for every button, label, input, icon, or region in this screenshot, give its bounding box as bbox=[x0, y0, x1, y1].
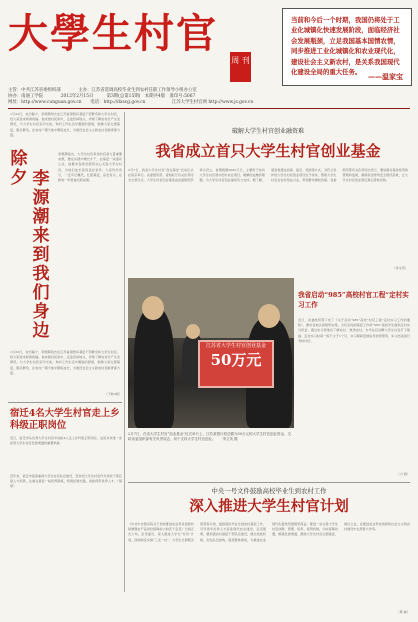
headline-char: 除 bbox=[10, 149, 28, 169]
quote-author: ——温家宝 bbox=[368, 72, 403, 81]
donation-board-amount: 50万元 bbox=[210, 351, 262, 369]
bottom-body: 《中共中央国务院关于加快推进农业科技创新持续增强农产品供给保障能力的若干意见》日前正式公布。意见提出，深入推进大学生“村官”计划，因地制宜实施“三支一扶”、大学生志愿服务西部等计划，鼓励高校毕业生到农村基层工作，引导更多优秀人才投身现代农业建设。意见强调，要加强农村基层干部队伍建设，健全选拔机制，优化队伍结构，提高整体素质，为推进农业现代化提供坚强组织保证。要进一步完善大学生村官选聘、管理、培养、使用机制，切实保障待遇，畅通发展渠道，激励大学生村官扎根基层、建功立业，在推进农业科技创新和社会主义新农村建设中发挥更大作用。 bbox=[128, 522, 410, 542]
photo-face bbox=[186, 324, 200, 339]
left-divider bbox=[8, 402, 122, 403]
left-headline bbox=[8, 150, 54, 350]
photo-person bbox=[134, 308, 174, 428]
quote-text: 当前和今后一个时期，我国仍将处于工业化城镇化快速发展阶段，面临经济社会发展瓶颈，立足我国基本国情农情，同步推进工业化城镇化和农业现代化，建设社会主义新农村，是关系我国现代化建设全局的重大任务。 bbox=[291, 16, 400, 77]
left-body-more: 1月22日，农历除夕，李源潮同志在江苏看望慰问基层干部群众和大学生村官，给大家送来新春祝福。他来到村民家中，走进田间地头，详细了解农村生产生活情况，与大学生村官亲切交谈，询问工作生活中遇到的困难，勉励大家扎根基层，服务群众，在农村广阔天地中锻炼成长，为建设社会主义新农村贡献青春力量。 bbox=[10, 350, 120, 375]
photo-caption: 2月7日，在省大学生村官“创业基金”仪式举行上，江苏某银行将总额为50万元的大学生村官创业资金，交给省委组织部有关负责同志，用于支持大学生村官创业。 李文英 摄 bbox=[128, 432, 291, 442]
headline-char: 边 bbox=[32, 321, 50, 341]
headline-char: 们 bbox=[32, 283, 50, 303]
bottom-body-footer: （陈 峰） bbox=[396, 610, 410, 614]
headline-char: 源 bbox=[32, 188, 50, 208]
right-body: 近日，省委组织部下发了《关于启动“985”高校“村官工程”定村实习工作的通知》，要求各地认真组织实施，为有意向到基层工作的“985”高校学生提供定村实习机会，通过实习使他们了解农村、熟悉农村，为毕业后选聘大学生村官打下基础。定村实习时间一般不少于1个月，实习期间安排指导老师帮带，实习结束进行考核评价。 bbox=[298, 318, 410, 343]
donation-board-title: 江苏省大学生村官创业基金 bbox=[205, 343, 266, 349]
headline-char: 身 bbox=[32, 302, 50, 322]
headline-char: 到 bbox=[32, 245, 50, 265]
bottom-divider bbox=[128, 482, 410, 483]
headline-char: 李 bbox=[32, 169, 50, 189]
main-headline: 我省成立首只大学生村官创业基金 bbox=[155, 142, 381, 160]
left-body-2: 近年来，宿迁市高度重视大学生村官队伍建设，坚持把大学生村官作为党政干部后备人才培养，注重在基层一线培养锻炼，积极拓展出路，选拔使用优秀人才。（胡 琛） bbox=[10, 474, 122, 489]
photo-face bbox=[142, 296, 164, 320]
main-body-footer: （李文英） bbox=[392, 266, 408, 270]
quote-box bbox=[282, 8, 412, 86]
left-byline-2: 近日，宿迁市从优秀大学生村官中选拔4人走上乡科级正职岗位，这是该市进一步拓宽大学生村官发展渠道的重要举措。 bbox=[10, 436, 122, 446]
main-kicker: 破解大学生村官创业融资难 bbox=[231, 128, 304, 135]
masthead-info bbox=[8, 88, 410, 106]
left-intro: 1月22日，农历除夕，李源潮同志在江苏看望慰问基层干部群众和大学生村官，给大家送来新春祝福。他来到村民家中，走进田间地头，详细了解农村生产生活情况，与大学生村官亲切交谈，询问工作生活中遇到的困难，勉励大家扎根基层，服务群众，在农村广阔天地中锻炼成长，为建设社会主义新农村贡献青春力量。 bbox=[10, 112, 120, 137]
right-headline: 我省启动“985”高校村官工程“定村实习工作 bbox=[298, 291, 409, 309]
left-body-footer: （下转2版） bbox=[104, 392, 122, 396]
headline-char: 潮 bbox=[32, 207, 50, 227]
masthead-seal: 周 刊 bbox=[230, 52, 251, 82]
left-body: 李源潮指出，大学生村官是党的后备力量重要来源，要在实践中增长才干，在基层一线建功立业。他要求各级党组织关心关爱大学生村官，为他们成长创造良好条件。大家纷纷表示，一定牢记嘱托，扎根基层，奋发有为，在新的一年里做出新成绩。 bbox=[58, 152, 122, 183]
donation-board bbox=[198, 340, 274, 388]
masthead bbox=[8, 6, 268, 88]
headline-char: 夕 bbox=[10, 168, 28, 188]
column-divider bbox=[124, 112, 125, 592]
news-photo bbox=[128, 278, 294, 428]
left-headline-2: 宿迁4名大学生村官走上乡科级正职岗位 bbox=[10, 408, 120, 431]
headline-char: 来 bbox=[32, 226, 50, 246]
masthead-rule bbox=[8, 108, 410, 109]
right-body-footer: （力 新） bbox=[396, 472, 410, 476]
masthead-info-line2: 协办：南通工学院 2012年2月15日 第3期(总第15期) 本期共4版 准印号:5067 bbox=[8, 94, 196, 99]
headline-char: 我 bbox=[32, 264, 50, 284]
masthead-title: 大學生村官 bbox=[8, 10, 218, 57]
photo-face bbox=[258, 304, 280, 328]
bottom-headline: 深入推进大学生村官计划 bbox=[189, 498, 349, 515]
bottom-kicker: 中央一号文件鼓励高校毕业生到农村工作 bbox=[211, 487, 327, 495]
main-body: 2月7日，我省大学生村官“创业基金”启动仪式在南京举行。省委组织部、省财政厅有关负责同志出席仪式。大学生村官创业基金由省委组织部牵头设立，首期规模5000万元，主要用于扶持大学生村官领办创办农业项目，破解创业融资难题，为大学生村官创业提供有力支持。据了解，基金将通过担保、贴息、奖励等方式，对符合条件的大学生村官创业项目给予扶持，帮助大学生村官在农村创业兴业，带领群众增收致富。省委组织部有关负责同志表示，要加强对基金使用的管理和监督，确保资金使用安全规范高效，让大学生村官创业项目真正落地见效。 bbox=[128, 168, 408, 183]
masthead-info-line3: 网址：http://www.cunguan.gov.cn 电话：http://dxscg.gov.cn 江苏大学生村官网 http://www.js.gov.cn bbox=[8, 100, 254, 105]
masthead-info-line1: 主管：中共江苏省委组织部 主办：江苏省选调高校毕业生到农村任职工作领导小组办公室 bbox=[8, 88, 197, 93]
